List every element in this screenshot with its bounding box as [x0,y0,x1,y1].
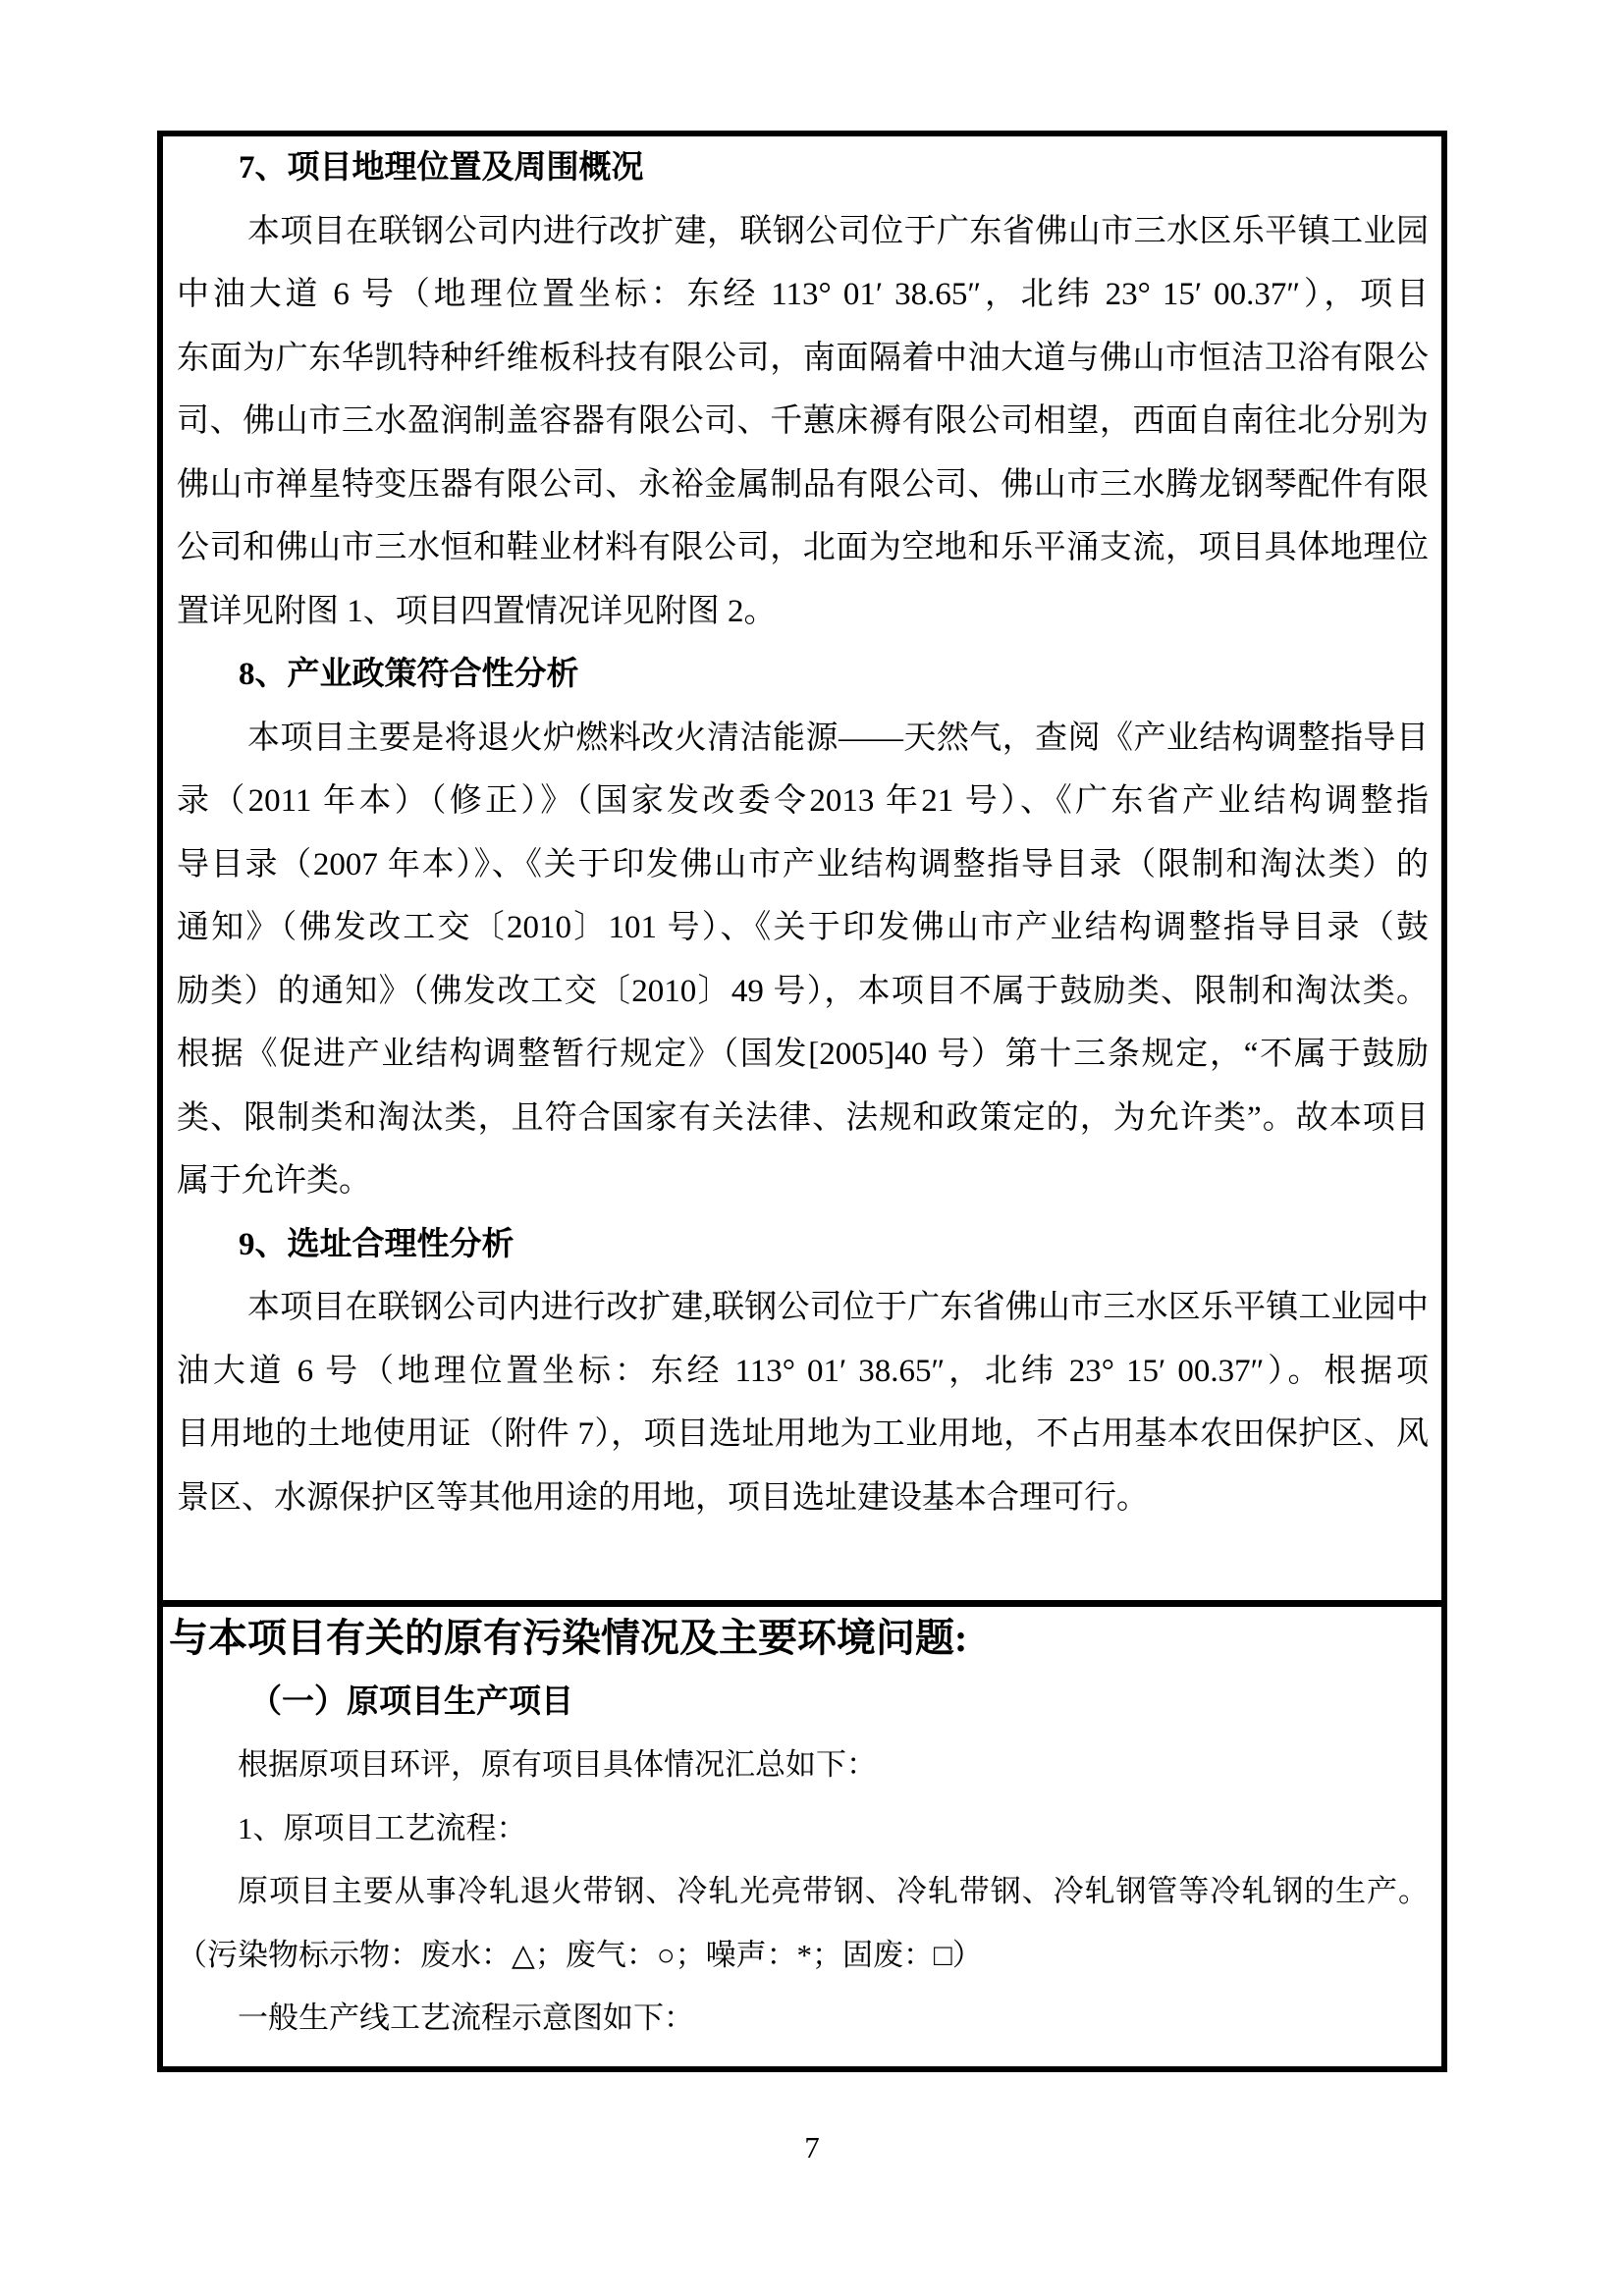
heading-9-site-selection: 9、选址合理性分析 [239,1226,514,1262]
pollutant-legend-line: （污染物标示物：废水：△；废气：○；噪声：*；固废：□） [177,1937,983,1972]
text-line: 一般生产线工艺流程示意图如下： [238,2001,694,2035]
text-line: 本项目主要是将退火炉燃料改火清洁能源——天然气，查阅《产业结构调整指导目 [247,720,1429,756]
text-line: 司、佛山市三水盈润制盖容器有限公司、千蕙床褥有限公司相望，西面自南往北分别为 [177,403,1429,439]
text-line: 根据原项目环评，原有项目具体情况汇总如下： [238,1747,877,1782]
text-line: 公司和佛山市三水恒和鞋业材料有限公司，北面为空地和乐平涌支流，项目具体地理位 [177,530,1429,565]
text-line: 佛山市禅星特变压器有限公司、永裕金属制品有限公司、佛山市三水腾龙钢琴配件有限 [177,466,1429,503]
content-table [157,131,1447,2072]
text-line: 录（2011 年本）（修正）》（国家发改委令2013 年21 号）、《广东省产业结构调整指 [177,783,1429,819]
text-line: 东面为广东华凯特种纤维板科技有限公司，南面隔着中油大道与佛山市恒洁卫浴有限公 [177,340,1429,376]
text-line: 中油大道 6 号（地理位置坐标：东经 113° 01′ 38.65″，北纬 23° 15′ 00.37″），项目 [177,277,1429,312]
text-line: 通知》（佛发改工交〔2010〕101 号）、《关于印发佛山市产业结构调整指导目录（鼓 [177,910,1429,945]
text-line: 本项目在联钢公司内进行改扩建，联钢公司位于广东省佛山市三水区乐平镇工业园 [247,213,1429,249]
section-project-overview [163,136,1441,1607]
text-line: 励类）的通知》（佛发改工交〔2010〕49 号），本项目不属于鼓励类、限制和淘汰类。 [177,973,1429,1009]
text-line: 目用地的土地使用证（附件 7），项目选址用地为工业用地，不占用基本农田保护区、风 [177,1416,1429,1452]
text-line: 原项目主要从事冷轧退火带钢、冷轧光亮带钢、冷轧带钢、冷轧钢管等冷轧钢的生产。 [238,1874,1429,1908]
subheading-original-production: （一）原项目生产项目 [249,1683,573,1720]
section-title-pollution: 与本项目有关的原有污染情况及主要环境问题: [169,1616,968,1660]
text-line: 导目录（2007 年本）》、《关于印发佛山市产业结构调整指导目录（限制和淘汰类）的 [177,846,1429,882]
text-line: 景区、水源保护区等其他用途的用地，项目选址建设基本合理可行。 [177,1479,1149,1516]
text-line: 置详见附图 1、项目四置情况详见附图 2。 [177,593,777,629]
heading-7-location: 7、项目地理位置及周围概况 [239,150,644,186]
text-line: 属于允许类。 [177,1163,371,1199]
text-line: 油大道 6 号（地理位置坐标：东经 113° 01′ 38.65″，北纬 23° 15′ 00.37″）。根据项 [177,1353,1429,1389]
section-original-pollution [163,1607,1441,2066]
page-number: 7 [804,2130,820,2164]
text-line: 根据《促进产业结构调整暂行规定》（国发[2005]40 号）第十三条规定，“不属于鼓励 [177,1037,1429,1072]
subheading-process-flow: 1、原项目工艺流程： [238,1810,527,1845]
heading-8-industrial-policy: 8、产业政策符合性分析 [239,657,579,692]
text-line: 本项目在联钢公司内进行改扩建,联钢公司位于广东省佛山市三水区乐平镇工业园中 [247,1290,1429,1325]
text-line: 类、限制类和淘汰类，且符合国家有关法律、法规和政策定的，为允许类”。故本项目 [177,1099,1429,1136]
